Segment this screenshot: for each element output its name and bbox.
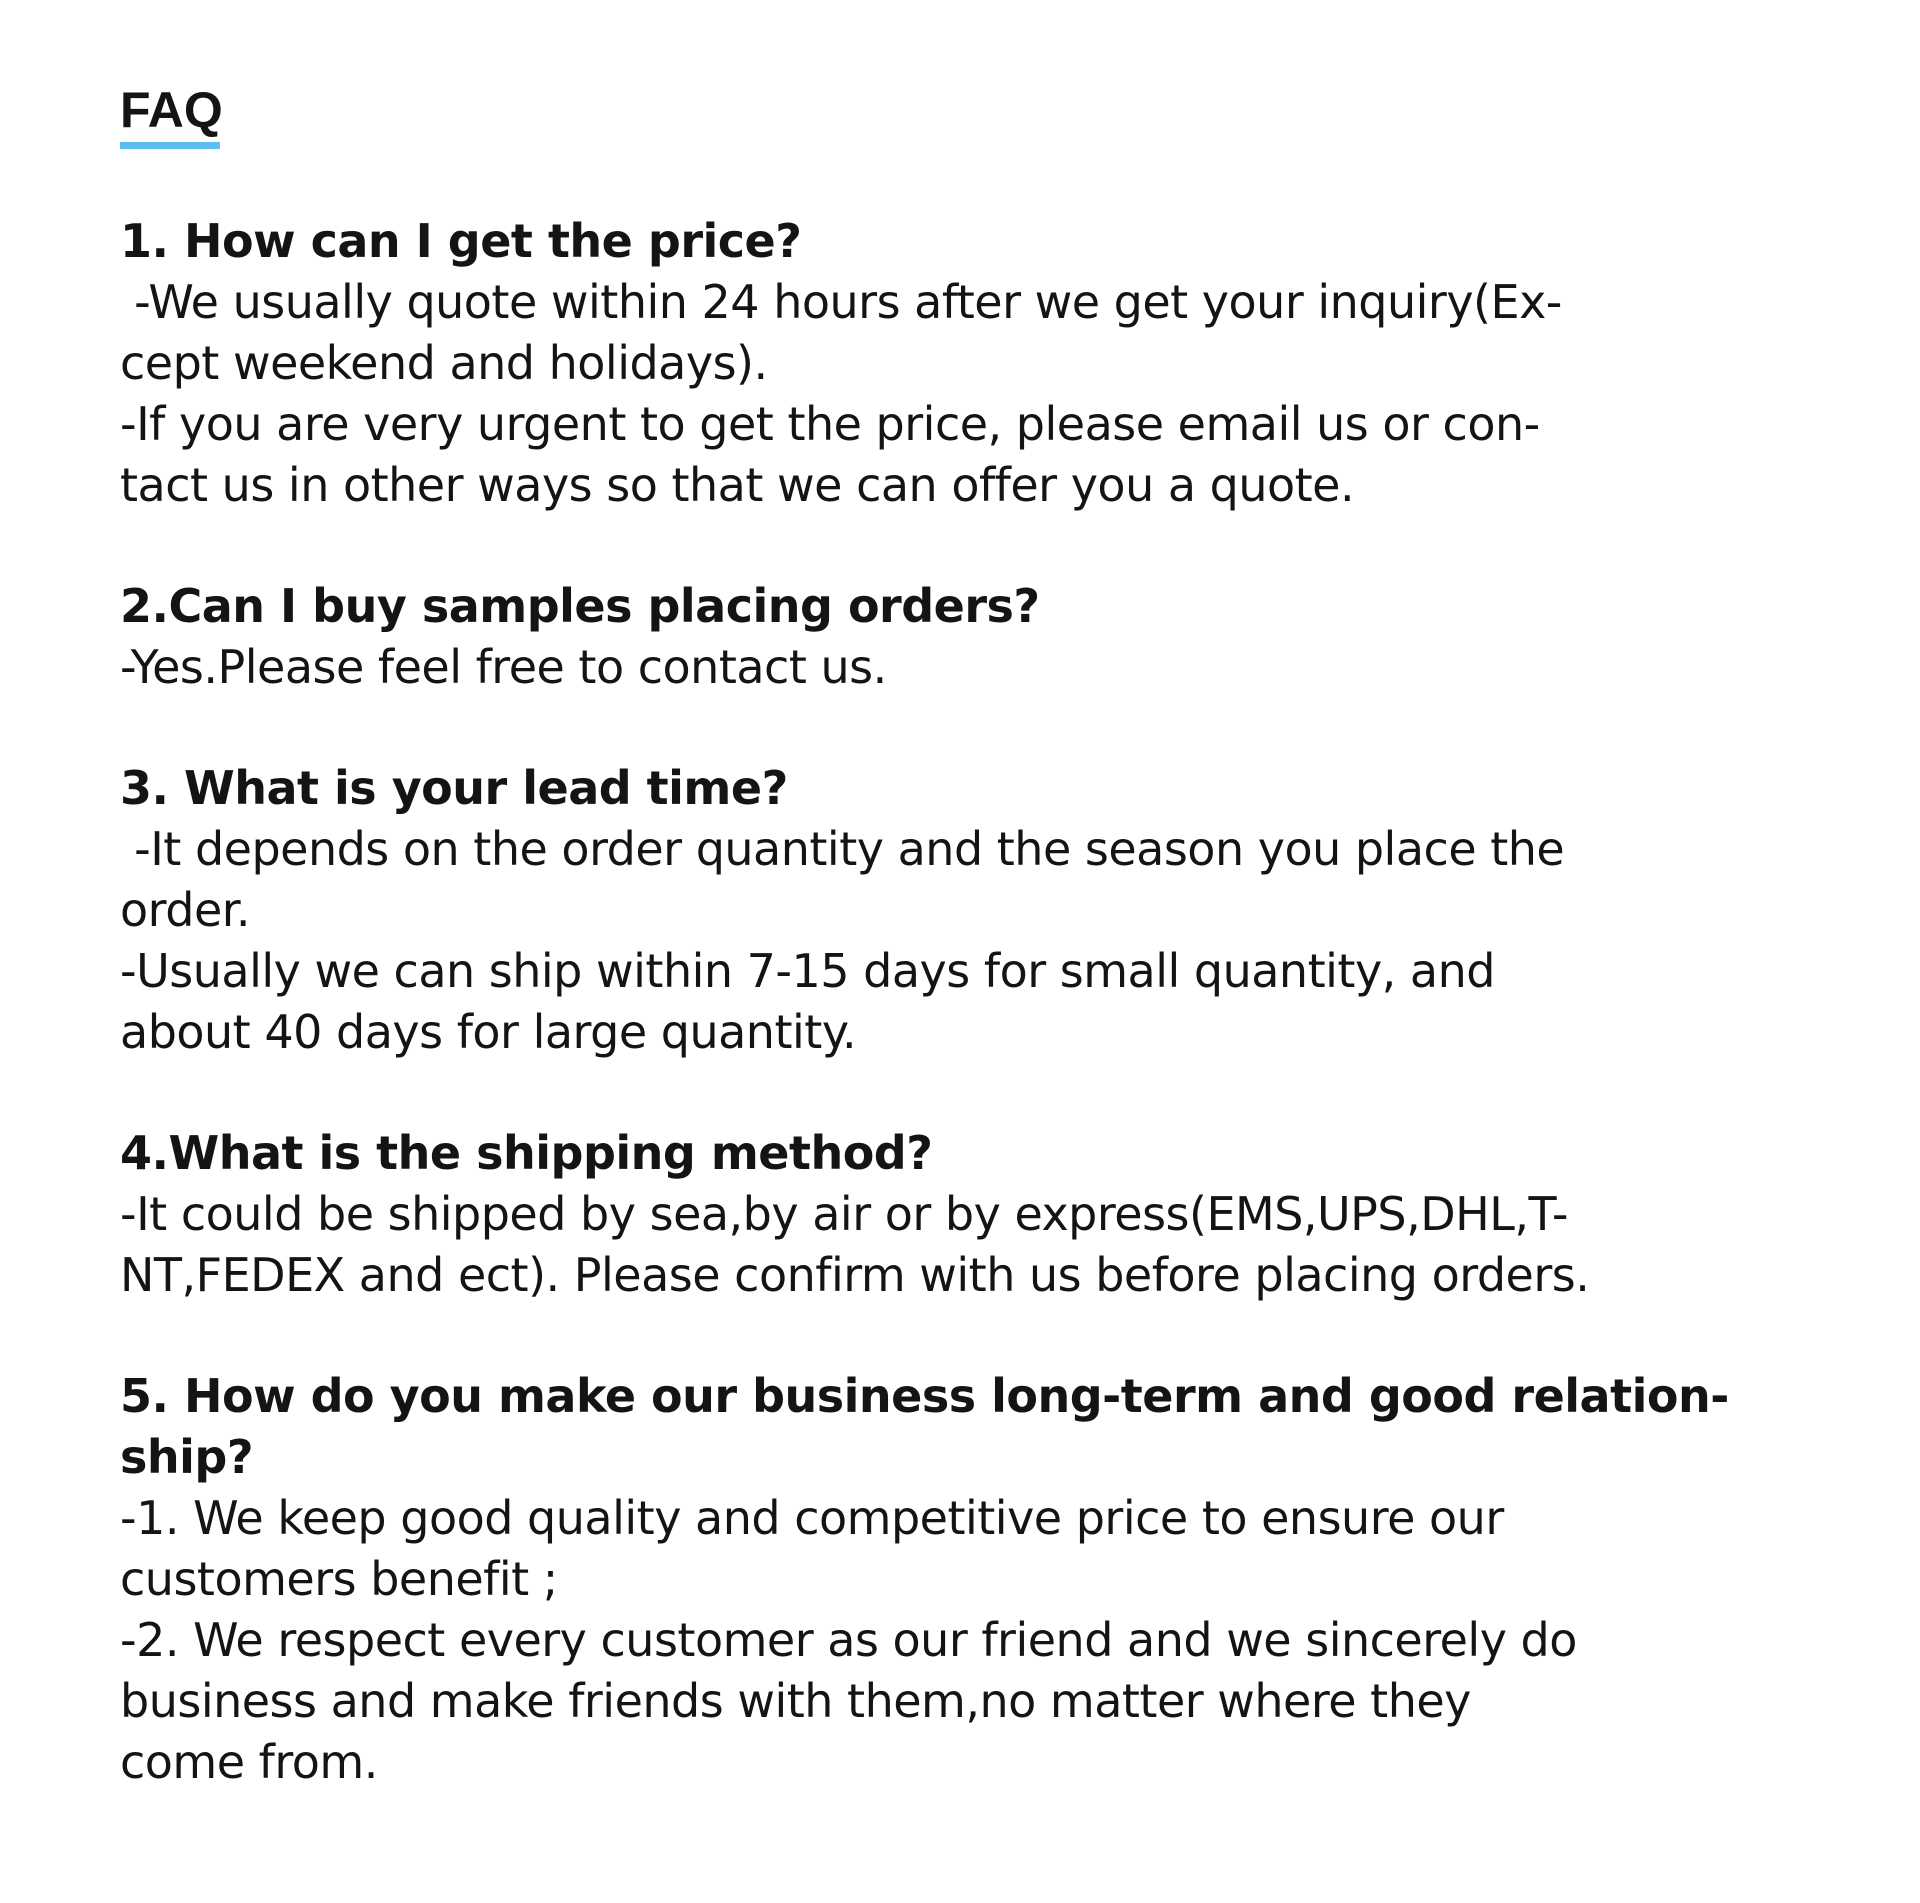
- title-underline: [120, 142, 220, 149]
- faq-question: 5. How do you make our business long-term and good relation-: [120, 1369, 1729, 1423]
- faq-answer-line: -We usually quote within 24 hours after we get your inquiry(Ex-: [120, 275, 1562, 329]
- faq-question: 4.What is the shipping method?: [120, 1126, 933, 1180]
- faq-question: 3. What is your lead time?: [120, 761, 788, 815]
- faq-answer-line: order.: [120, 883, 251, 937]
- page-title: FAQ: [120, 82, 223, 138]
- faq-answer-line: NT,FEDEX and ect). Please confirm with us before placing orders.: [120, 1248, 1590, 1302]
- faq-question: 1. How can I get the price?: [120, 214, 802, 268]
- faq-item-4: [120, 1123, 1820, 1306]
- faq-question: 2.Can I buy samples placing orders?: [120, 579, 1040, 633]
- faq-answer-line: tact us in other ways so that we can offer you a quote.: [120, 458, 1355, 512]
- faq-answer-line: -It could be shipped by sea,by air or by express(EMS,UPS,DHL,T-: [120, 1187, 1568, 1241]
- faq-question: ship?: [120, 1430, 254, 1484]
- faq-answer-line: -If you are very urgent to get the price, please email us or con-: [120, 397, 1540, 451]
- faq-item-2: [120, 576, 1820, 698]
- faq-answer-line: about 40 days for large quantity.: [120, 1005, 857, 1059]
- faq-answer-line: business and make friends with them,no matter where they: [120, 1674, 1471, 1728]
- faq-item-5: [120, 1366, 1820, 1793]
- faq-answer-line: -2. We respect every customer as our friend and we sincerely do: [120, 1613, 1577, 1667]
- faq-answer-line: customers benefit ;: [120, 1552, 558, 1606]
- faq-item-3: [120, 758, 1820, 1063]
- faq-page: [120, 80, 1820, 1853]
- faq-list: [120, 211, 1820, 1793]
- faq-answer-line: cept weekend and holidays).: [120, 336, 768, 390]
- faq-answer-line: -Usually we can ship within 7-15 days for small quantity, and: [120, 944, 1495, 998]
- faq-answer-line: come from.: [120, 1735, 378, 1789]
- faq-answer-line: -Yes.Please feel free to contact us.: [120, 640, 887, 694]
- faq-header: [120, 80, 1820, 149]
- faq-item-1: [120, 211, 1820, 516]
- faq-answer-line: -It depends on the order quantity and the season you place the: [120, 822, 1565, 876]
- faq-answer-line: -1. We keep good quality and competitive price to ensure our: [120, 1491, 1504, 1545]
